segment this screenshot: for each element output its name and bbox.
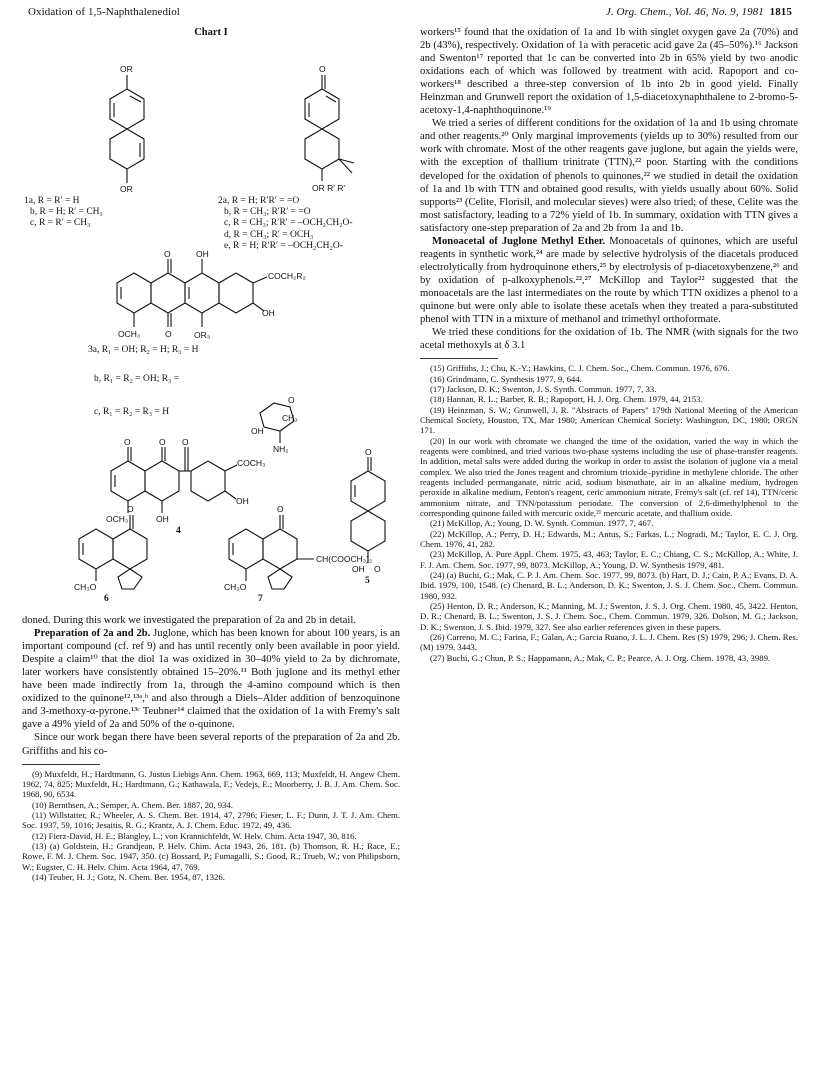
structure-3 <box>117 259 267 327</box>
footnote: (18) Hannan, R. L.; Barber, R. B.; Rapoport, H. J. Org. Chem. 1979, 44, 2153. <box>430 394 703 405</box>
atom-label-coch2r2: COCH₂R₂ <box>268 271 306 282</box>
compound-2-labels <box>218 196 353 252</box>
footnote: (22) McKillop, A.; Perry, D. H.; Edwards, M.; Antus, S.; Farkas, L.; Nogradi, M.; Taylor, E. C. J. Org. Chem. 1976, 41, 282. <box>420 528 798 550</box>
paragraph: We tried a series of different conditions for the oxidation of 1a and 1b using chromate and other reagents.²⁰ Only marginal improvements (yields up to 30%) resulted from our work with chromate. Most of the other reagents gave juglone, but again the yields were, with the exception of thallium trinitrate (TTN),²² poor. Starting with the conditions developed for the oxidation of phenols to quinones,²² we studied in detail the oxidation of 1a and 1b with TTN and obtained good results, with yields usually about 60%. Solid supports²³ (Celite, Florisil, and molecular sieves) were also tried; of these, Celite was the most satisfactory, leading to a 72% yield of 1b. In summary, oxidation with TTN gives a satisfactory one-step preparation of 2a and 2b from 1a and 1b. <box>420 118 798 234</box>
paragraph: Since our work began there have been several reports of the preparation of 2a and 2b. Griffiths and his co- <box>22 732 400 757</box>
compound-number-4: 4 <box>176 526 181 537</box>
compound-label: d, R = CH₃; R′ = OCH₃ <box>224 229 314 240</box>
footnote: (21) McKillop, A.; Young, D. W. Synth. Commun. 1977, 7, 467. <box>430 518 654 529</box>
footnote: (27) Buchi, G.; Chun, P. S.; Happamann, A.; Mak, C. P.; Pearce, A. J. Org. Chem. 1978, 43, 3989. <box>430 652 771 663</box>
atom-label-or3: OR₃ <box>194 330 211 341</box>
compound-label: c, R = CH₃; R′R′ = –OCH₂CH₂O- <box>224 218 353 229</box>
footnote: (13) (a) Goldstein, H.; Grandjean, P. Helv. Chim. Acta 1943, 26, 181. (b) Thomson, R. H.; Race, E.; Rowe, F. M. J. Chem. Soc. 1947, 350. (c) Bossard, P.; Fumagalli, S.; Good, R.; Trueb, W.; von Philipsborn, W.; Eugster, C. H. Helv. Chim. Acta 1964, 47, 769. <box>22 840 400 872</box>
atom-label-o: O <box>127 504 134 515</box>
left-footnotes <box>22 769 400 883</box>
footnote: (23) McKillop, A. Pure Appl. Chem. 1975, 43, 463; Taylor, E. C.; Chiang, C. S.; McKillop, A.; White, J. F. J. Am. Chem. Soc. 1977, 99, 8073. McKillop, A.; Young, D. W. Synthesis 1979, 481. <box>420 549 798 570</box>
atom-label-o: O <box>165 329 172 340</box>
footnote: (19) Heinzman, S. W.; Grunwell, J. R. "Abstracts of Papers" 179th National Meeting of the American Chemical Society, Houston, TX, Mar 1980; American Chemical Society: Washington, DC, 1980; ORGN 171. <box>420 404 798 436</box>
atom-label-o: O <box>159 437 166 448</box>
footnote: (9) Muxfeldt, H.; Hardtmann, G. Justus Liebigs Ann. Chem. 1963, 669, 113; Muxfeldt, H. Angew Chem. 1962, 74, 825; Muxfeldt, H.; Hardtmann, G.; Kathawala, F.; Vedejs, E.; Moorberry, J. B. J. Am. Chem. Soc. 1968, 90, 6534. <box>22 768 400 800</box>
footnote: (17) Jackson, D. K.; Swenton, J. S. Synth. Commun. 1977, 7, 33. <box>430 383 657 394</box>
atom-label-chcooch3: CH(COOCH₃)₂ <box>316 554 373 565</box>
atom-label-or: OR <box>120 64 133 75</box>
atom-label-oh: OH <box>156 514 169 525</box>
paragraph-text: Juglone, which has been known for about 100 years, is an important compound (cf. ref 9) and has until recently only been available in poor yield. Despite a claim¹⁰ that the diol 1a was oxidized in 30–40% yield to 2a by dichromate, later workers have consistently obtained 15–20%.¹¹ Both juglone and its methyl ether have been made indirectly from 1a, through the 4-amino compound which is then oxidized to the quinone¹²,¹³ᵃ,ᵇ and also through a Diels–Alder addition of benzoquinone and 3-methoxy-α-pyrone.¹³ᶜ Teubner¹⁴ claimed that the oxidation of 1a with Fremy's salt gave a 49% yield of 2a and 50% of the o-quinone. <box>22 628 400 731</box>
footnote: (20) In our work with chromate we changed the time of the oxidation, varied the way in which the reagents were combined, and tried various two-phase systems including the use of phase-transfer reagents. In addition, metal salts were added during the workup in order to assist the isolation of juglone via a metal complex. We also tried the Jones reagent and chromium trioxide–pyridine in methylene chloride. The other reagents included permanganate, nitric acid, sodium bismuthate, air in an alkaline medium, hydrogen peroxide in alkaline medium, Fenton's reagent, ceric ammonium nitrate, Fremy's salt (cf. ref 14), TTN/ceric ammonium nitrate, and TNN/potassium periodate. The conversion of 2,6-dimethylphenol to the corresponding quinone failed with mercuric oxide,²¹ mercuric acetate, and thallium oxide. <box>420 435 798 518</box>
footnote: (12) Fierz-David, H. E.; Blangley, L.; von Krannichfeldt, W. Helv. Chim. Acta 1947, 30, 816. <box>32 830 357 841</box>
compound-label: e, R = H; R′R′ = –OCH₂CH₂O- <box>224 240 343 251</box>
atom-label-or: OR <box>120 184 133 195</box>
paragraph <box>420 235 798 326</box>
paragraph <box>22 627 400 731</box>
footnote: (10) Bernthsen, A.; Semper, A. Chem. Ber. 1887, 20, 934. <box>32 799 233 810</box>
compound-1-labels <box>24 196 103 230</box>
paragraph: doned. During this work we investigated the preparation of 2a and 2b in detail. <box>22 615 356 627</box>
running-header-journal <box>606 6 792 18</box>
footnote-rule <box>420 358 498 359</box>
section-heading: Monoacetal of Juglone Methyl Ether. <box>432 235 606 247</box>
chart-title: Chart I <box>194 27 228 38</box>
chart-structures <box>22 41 400 605</box>
atom-label-o: O <box>182 437 189 448</box>
right-column <box>420 26 798 663</box>
atom-label-nh2: NH₂ <box>273 444 289 455</box>
compound-label: b, R = CH₃; R′R′ = =O <box>224 207 311 218</box>
compound-label: c, R₁ = R₂ = R₃ = H <box>94 407 170 418</box>
compound-label: 1a, R = R′ = H <box>24 196 80 207</box>
atom-label-ch3o: CH₃O <box>224 582 247 593</box>
structure-2 <box>305 75 354 181</box>
compound-label: 3a, R₁ = OH; R₂ = H; R₃ = H <box>88 345 199 356</box>
right-footnotes <box>420 363 798 663</box>
atom-label-oh: OH <box>196 249 209 260</box>
atom-label-ch3o: CH₃O <box>74 582 97 593</box>
atom-label-och3: OCH₃ <box>118 329 141 340</box>
compound-label: b, R₁ = R₂ = OH; R₃ = <box>94 374 180 385</box>
page-number: 1815 <box>769 6 792 18</box>
atom-label-o: O <box>288 395 295 406</box>
footnote-rule <box>22 764 100 765</box>
footnote: (25) Henton, D. R.; Anderson, K.; Manning, M. J.; Swenton, J. S. J. Org. Chem. 1980, 45, 3422. Henton, D. R.; Chenard, B. L.; Swenton, J. S. J. Chem. Soc., Chem. Commun. 1979, 326. Dolson, M. G.; Jackson, D. K.; Swenton, J. S. Ibid. 1979, 327. See also earlier references given in these papers. <box>420 601 798 632</box>
footnote: (14) Teuber, H. J.; Gotz, N. Chem. Ber. 1954, 87, 1326. <box>32 872 225 882</box>
structure-drawings <box>22 41 400 596</box>
structure-1 <box>110 75 144 183</box>
atom-label-o: O <box>374 564 381 575</box>
compound-label: b, R = H; R′ = CH₃ <box>30 207 103 218</box>
footnote: (15) Griffiths, J.; Chu, K.-Y.; Hawkins, C. J. Chem. Soc., Chem. Commun. 1976, 676. <box>430 363 730 374</box>
structure-5 <box>351 457 385 563</box>
compound-3-labels <box>88 345 198 419</box>
atom-label-ch3: CH₃ <box>282 413 298 424</box>
atom-label-oh: OH <box>262 308 275 319</box>
atom-label-oh: OH <box>236 496 249 507</box>
paragraph: We tried these conditions for the oxidation of 1b. The NMR (with signals for the two acetal methoxyls at δ 3.1 <box>420 327 798 352</box>
compound-number-6: 6 <box>104 594 109 605</box>
paragraph-text: Monoacetals of quinones, which are useful reagents in synthetic work,²⁴ are made by selective hydrolysis of the diacetals produced electrolytically from hydroquinone ethers,²⁵ by electrolysis of p-diacetoxybenzene,²⁶ and by oxidation of p-alkoxyphenols.²²,²⁷ McKillop and Taylor²² suggested that the monoacetals are the last intermediates on the route by which TTN oxidizes a phenol to a quinone but were only able to isolate these acetals when they treated a para-substituted phenol with TTN in a mixture of methanol and trimethyl orthoformate. <box>420 235 798 326</box>
left-body <box>22 614 400 758</box>
atom-label-coch3: COCH₃ <box>237 458 266 469</box>
journal-citation: J. Org. Chem., Vol. 46, No. 9, 1981 <box>605 6 764 18</box>
footnote: (24) (a) Buchi, G.; Mak, C. P. J. Am. Chem. Soc. 1977, 99, 8073. (b) Hart, D. J.; Cain, P. A.; Evans, D. A. Ibid. 1979, 100, 1548. (c) Chenard, B. L.; Anderson, D. K.; Swenton, J. S. J. Chem. Soc., Chem. Commun. 1980, 932. <box>420 570 798 601</box>
footnote: (16) Grindmann, C. Synthesis 1977, 9, 644. <box>430 373 582 384</box>
left-column <box>22 26 400 882</box>
atom-label-oh: OH <box>352 564 365 575</box>
running-header-title: Oxidation of 1,5-Naphthalenediol <box>28 6 180 18</box>
footnote: (26) Carreno, M. C.; Farina, F.; Galan, A.; Garcia Ruano, J. L. J. Chem. Res (S) 1979, 296; J. Chem. Res. (M) 1979, 3443. <box>420 632 798 653</box>
footnote: (11) Willstatter, R.; Wheeler, A. S. Chem. Ber. 1914, 47, 2796; Fieser, L. F.; Dunn, J. T. J. Am. Chem. Soc. 1937, 59, 1016; Jesaitis, R. G.; Krantz, A. J. Chem. Educ. 1972, 49, 436. <box>22 809 400 831</box>
section-heading: Preparation of 2a and 2b. <box>34 628 151 640</box>
atom-label-o: O <box>277 504 284 515</box>
compound-label: c, R = R′ = CH₃ <box>30 218 91 229</box>
structure-6 <box>79 515 147 589</box>
atom-label-o: O <box>164 249 171 260</box>
atom-label-oh: OH <box>251 426 264 437</box>
atom-label-o: O <box>365 447 372 458</box>
compound-label: 2a, R = H; R′R′ = =O <box>218 196 300 207</box>
compound-number-5: 5 <box>365 576 370 587</box>
atom-label-och3: OCH₃ <box>106 514 129 525</box>
atom-label-o: O <box>124 437 131 448</box>
paragraph: workers¹⁵ found that the oxidation of 1a and 1b with singlet oxygen gave 2a (70%) and 2b (43%), respectively. Oxidation of 1a with peracetic acid gave 2a (45–50%).¹⁶ Jackson and Swenton¹⁷ reported that 1c can be converted into 2b in 65% yield by two anodic oxidations each of which was followed by treatment with acid. Rapoport and co-workers¹⁸ described a three-step conversion of 1b into 2b in good yield. Finally Heinzman and Grunwell report the oxidation of 1,5-diacetoxynaphthalene to 2-bromo-5-acetoxy-1,4-naphthoquinone.¹⁹ <box>420 27 798 117</box>
atom-label-o: O <box>319 64 326 75</box>
atom-label-or-r-r: OR R′ R′ <box>312 183 345 194</box>
compound-number-7: 7 <box>258 594 263 605</box>
structure-7 <box>229 515 314 589</box>
